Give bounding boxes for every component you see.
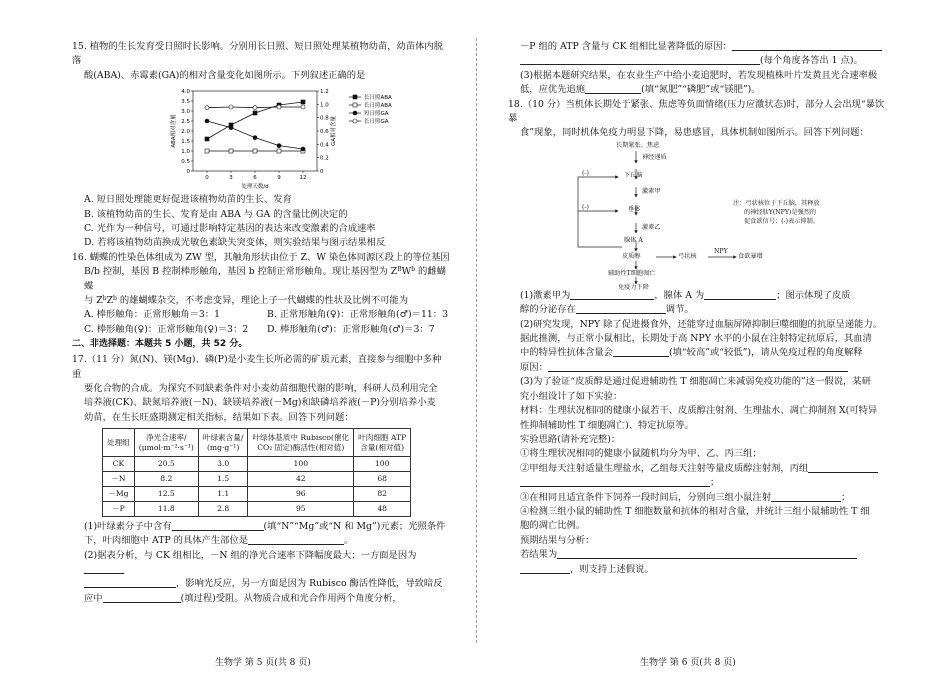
legend-label: 短日照GA: [364, 111, 389, 118]
table-header-cell: 净光合速率/ (μmol·m⁻²·s⁻¹): [134, 429, 198, 457]
table-row: [103, 486, 411, 501]
q17-sub2b: ，影响光反应，另一方面是因为 Rubisco 酶活性降低，导致暗反: [176, 578, 443, 590]
q18-sub3-line6: ①将生理状况相同的健康小鼠随机均分为甲、乙、丙三组；: [520, 448, 762, 460]
y-right-axis-label: GA相对含量: [331, 116, 337, 147]
q17-sub2c: 应中: [84, 592, 103, 604]
node-appetite: 食欲暴增: [738, 252, 763, 260]
table-cell: 1.5: [198, 472, 248, 487]
y-left-tick-label: 0: [186, 169, 190, 176]
y-right-tick-label: 0: [320, 169, 324, 176]
label-neurotransmitter: 神经递质: [642, 153, 667, 161]
q17-sub2a: (2)据表分析，与 CK 组相比，－N 组的净光合速率下降幅度最大；一方面是因为: [84, 549, 417, 561]
table-cell: 12.5: [134, 486, 198, 501]
q18-sub3-line2: 究小组设计了如下实验：: [520, 390, 623, 402]
table-cell: 100: [248, 457, 354, 472]
q16-stem2b-text: W: [401, 266, 412, 278]
answer-blank[interactable]: [704, 290, 776, 300]
q18-sub2-line4: [508, 361, 886, 375]
answer-blank[interactable]: [771, 492, 841, 502]
q17-sub1a: (1)叶绿素分子中含有: [84, 520, 172, 532]
table-cell: 3.0: [198, 457, 248, 472]
answer-blank[interactable]: [84, 578, 176, 588]
series-point-2: [229, 149, 233, 153]
q18-sub2-line3: [508, 346, 886, 360]
q15-option-c: C. 光作为一种信号，可通过影响特定基因的表达来改变激素的合成速率: [84, 223, 376, 235]
answer-blank[interactable]: [248, 535, 344, 545]
q18-sub3-line12: 预期结果与分析：: [520, 534, 595, 546]
legend-marker: [353, 95, 357, 99]
q16-stem-line3: 与 $Z^bZ^b$ 的雄蝴蝶杂交，不考虑变异，理论上子一代蝴蝶的性状及比例不可能为: [84, 295, 409, 307]
q17-sub1b: (填“N”“Mg”或“N 和 Mg”)元素；光照条件: [263, 520, 446, 532]
series-point-2: [253, 149, 257, 153]
table-cell: 2.8: [198, 501, 248, 516]
q16-stem3a-text: 与 Z: [84, 295, 103, 307]
y-left-axis-label: ABA相对含量: [171, 114, 177, 148]
q16-stem3c-text: 的雄蝴蝶杂交，不考虑变异，理论上子一代蝴蝶的性状及比例不可能为: [116, 295, 409, 307]
diagram-note-line2: 的神经肽Y(NPY)是强烈的: [744, 208, 817, 216]
page-footer-right: 生物学 第 6 页(共 8 页): [640, 658, 736, 668]
node-hypothalamus: 下丘脑: [624, 171, 643, 179]
series-point-4: [277, 105, 281, 109]
y-right-tick-label: 1.0: [320, 102, 329, 109]
q17-sub3c: (填“氮肥”“磷肥”或“镁肥”)。: [641, 84, 761, 96]
left-column: [72, 40, 450, 606]
q15-option-b: B. 该植物幼苗的生长、发育是由 ABA 与 GA 的含量比例决定的: [84, 208, 348, 220]
answer-blank[interactable]: [520, 564, 570, 574]
x-tick-label: 12: [299, 175, 307, 182]
q17-sub1c: 下，叶肉细胞中 ATP 的具体产生部位是: [84, 535, 249, 547]
y-left-tick-label: 1.0: [181, 149, 190, 156]
diagram-arrows: [568, 141, 878, 289]
y-right-tick-label: 0.6: [320, 129, 329, 136]
table-cell: －P: [103, 501, 135, 516]
answer-blank[interactable]: [520, 477, 710, 487]
q15-option-d: D. 若将该植物幼苗换成光敏色素缺失突变体，则实验结果与图示结果相反: [84, 237, 386, 249]
table-cell: 96: [248, 486, 354, 501]
q17-sub2d: (填过程)受阻。从物质合成和光合作用两个角度分析，: [180, 592, 402, 604]
q18-s1a: (1)激素甲为: [520, 289, 571, 301]
node-stress: 长期紧张、焦虑: [616, 141, 660, 149]
q18-s1b: ，腺体 A 为: [654, 289, 705, 301]
series-line-3: [207, 121, 303, 149]
q17-cont-line2: [508, 54, 886, 68]
q18-sub3-line14: [508, 563, 886, 577]
q17-stem-line4: 幼苗，在生长旺盛期测定相关指标，结果如下表。回答下列问题：: [84, 411, 354, 423]
q18-s2b: (填“较高”或“较低”)，请从免疫过程的角度解释: [668, 347, 863, 359]
hormone-chart-svg: [167, 85, 407, 191]
answer-blank[interactable]: [576, 304, 666, 314]
legend-marker: [353, 103, 357, 107]
q17-data-table: [102, 428, 411, 516]
y-right-tick-label: 0.4: [320, 142, 329, 149]
q18-s1d: 醇的分泌存在: [520, 304, 576, 316]
q17-cont-line1: [508, 40, 886, 54]
q15-stem-line2: 酸(ABA)、赤霉素(GA)的相对含量变化如图所示。下列叙述正确的是: [84, 69, 366, 81]
q18-sub1-line2: [508, 303, 886, 317]
q18-sub3-line1: (3)为了验证“皮质醇是通过促进辅助性 T 细胞凋亡来减弱免疫功能的”这一假说，某研: [520, 376, 871, 388]
series-point-4: [301, 105, 305, 109]
q18-s1c: ；图示体现了皮质: [776, 289, 851, 301]
q18-s3-6: 若结果为: [520, 549, 558, 561]
table-cell: 100: [354, 457, 411, 472]
diagram-note-line1: 注：弓状核位于下丘脑，其释放: [733, 199, 820, 207]
answer-blank[interactable]: [557, 549, 857, 559]
q18-sub3-line3: 材料：生理状况相同的健康小鼠若干、皮质醇注射剂、生理盐水、凋亡抑制剂 X(可特异: [520, 405, 878, 417]
q18-sub3-line13: [508, 548, 886, 562]
series-point-3: [253, 136, 257, 140]
series-point-3: [301, 147, 305, 151]
q17-sub2-line1: [72, 549, 450, 578]
q18-sub3-line7: [508, 462, 886, 476]
q15-stem-line1: 15. 植物的生长发育受日照时长影响。分别用长日照、短日照处理某植物幼苗，幼苗体内脱落: [72, 41, 444, 67]
q17-cont2: (每个角度各答出 1 点)。: [760, 55, 863, 67]
q18-sub3-line9: ③在相同且适宜条件下饲养一段时间后，分别向三组小鼠注射 ；: [520, 491, 851, 503]
series-point-4: [253, 106, 257, 110]
q16-option-c: C. 棒形触角(♀)：正常形触角(♀)＝3：2: [84, 323, 249, 335]
answer-blank[interactable]: [103, 593, 181, 603]
series-point-2: [277, 149, 281, 153]
q18-sub3-line11: 胞的凋亡比例。: [520, 520, 586, 532]
q18-s3-7: ，则支持上述假说。: [570, 563, 654, 575]
q18-sub3-line5: 实验思路(请补充完整)：: [520, 433, 621, 445]
diagram-note-line3: 促食欲信号；(-)表示抑制。: [744, 217, 819, 225]
y-left-tick-label: 4.0: [181, 89, 190, 96]
q17-sub3-line2: [508, 83, 886, 97]
q18-sub2-line1: (2)研究发现，NPY 除了促进摄食外，还能穿过血脑屏障抑制巨噬细胞的抗原呈递能力。: [520, 318, 883, 330]
right-column: [508, 40, 886, 577]
y-right-tick-label: 0.2: [320, 155, 329, 162]
q18-stem-line1: 18.（10 分）当机体长期处于紧张、焦虑等负面情绪(压力应激状态)时，部分人会出现“暴饮暴: [508, 98, 885, 125]
series-point-2: [205, 149, 209, 153]
node-apoptosis: 辅助性T细胞凋亡: [608, 269, 656, 277]
table-cell: 82: [354, 486, 411, 501]
table-header-cell: 叶绿体基质中 Rubisco(催化 CO₂ 固定)酶活性(相对值): [248, 429, 354, 457]
q16-stem2c-text: 的雌蝴蝶: [84, 266, 446, 292]
series-point-3: [229, 126, 233, 130]
table-row: [103, 472, 411, 487]
q18-s3-2a: ②甲组每天注射适量生理盐水，乙组每天注射等量皮质醇注射剂，丙组: [520, 462, 809, 474]
y-left-tick-label: 3.5: [181, 99, 190, 106]
answer-blank[interactable]: [808, 463, 878, 473]
plot-frame: [193, 91, 317, 171]
series-point-1: [301, 100, 305, 104]
answer-blank[interactable]: [548, 362, 848, 372]
label-npy: NPY: [714, 247, 728, 255]
column-divider: [476, 38, 477, 643]
table-cell: －Mg: [103, 486, 135, 501]
legend-label: 长日照ABA: [364, 103, 392, 110]
x-tick-label: 9: [277, 175, 281, 182]
q17-sub1-line2: 下，叶肉细胞中 ATP 的具体产生部位是 。: [84, 535, 354, 547]
series-point-4: [229, 105, 233, 109]
table-cell: 42: [248, 472, 354, 487]
q17-sub2-line3: [72, 592, 450, 606]
q18-sub3-line8: ；: [508, 476, 886, 490]
q16-option-d: D. 棒形触角(♂)：正常形触角(♂)＝3：7: [267, 323, 435, 335]
x-tick-label: 0: [205, 175, 209, 182]
series-point-4: [205, 106, 209, 110]
q16-options: [72, 308, 450, 337]
x-tick-label: 6: [253, 175, 257, 182]
node-pituitary: 垂体: [628, 205, 641, 213]
q17-sub3b: 低，应优先追施: [520, 84, 586, 96]
label-inhibit-1: (-): [582, 169, 589, 177]
q18-s2c: 原因：: [520, 361, 548, 373]
y-left-tick-label: 0.5: [181, 159, 190, 166]
q17-sub3-line1: (3)根据本题研究结果，在农业生产中给小麦追肥时，若发现植株叶片发黄且光合速率极: [520, 69, 878, 81]
table-header-cell: 叶肉细胞 ATP 含量(相对值): [354, 429, 411, 457]
table-cell: －N: [103, 472, 135, 487]
series-point-3: [205, 119, 209, 123]
label-hormone-b: 激素乙: [642, 223, 661, 231]
legend-marker: [353, 111, 357, 115]
y-left-tick-label: 1.5: [181, 139, 190, 146]
section-heading: 二、非选择题：本题共 5 小题，共 52 分。: [72, 339, 248, 350]
series-point-3: [277, 144, 281, 148]
y-left-tick-label: 3.0: [181, 109, 190, 116]
series-point-1: [253, 111, 257, 115]
hormone-chart: [167, 85, 407, 191]
q15-option-a: A. 短日照处理能更好促进该植物幼苗的生长、发育: [84, 194, 292, 206]
table-cell: 48: [354, 501, 411, 516]
answer-blank[interactable]: [613, 347, 669, 357]
q18-s2-line3: 中的特异性抗体含量会: [520, 347, 613, 359]
q17-stem-line3: 培养液(CK)、缺氮培养液(－N)、缺镁培养液(－Mg)和缺磷培养液(－P)分别培养小麦: [84, 397, 436, 409]
answer-blank[interactable]: [585, 84, 641, 94]
q16-stem-line1: 16. 蝴蝶的性染色体组成为 ZW 型，其触角形状由位于 Z、W 染色体同源区段上的等位基因: [72, 251, 450, 263]
answer-blank[interactable]: [84, 564, 124, 574]
y-right-tick-label: 0.8: [320, 115, 329, 122]
x-axis-label: 处理天数/d: [241, 184, 269, 191]
series-point-1: [205, 137, 209, 141]
table-cell: 8.2: [134, 472, 198, 487]
y-left-tick-label: 2.5: [181, 119, 190, 126]
q16-stem-line2: B/b 控制，基因 B 控制棒形触角，基因 b 控制正常形触角。现让基因型为 $Z^BW^b$ 的雌蝴蝶: [84, 266, 446, 292]
q18-s1e: 调节。: [665, 304, 694, 316]
q18-sub2-line2: 据此推测，与正常小鼠相比，长期处于高 NPY 水平的小鼠在注射特定抗原后，其血清: [520, 333, 872, 345]
y-right-tick-label: 1.2: [320, 89, 329, 96]
table-row: [103, 457, 411, 472]
q18-stem-line2: 食”现象，同时机体免疫力明显下降，易患感冒，具体机制如图所示。回答下列问题：: [520, 127, 869, 139]
answer-blank[interactable]: [520, 55, 760, 65]
q16-stem2-text: B/b 控制，基因 B 控制棒形触角，基因 b 控制正常形触角。现让基因型为 Z: [84, 266, 398, 278]
q18-sub3-line4: 性抑制辅助性 T 细胞凋亡)、特定抗原等。: [520, 419, 694, 431]
q16-option-a: A. 棒形触角：正常形触角＝3：1: [84, 309, 221, 321]
node-cortisol: 皮质醇: [622, 252, 641, 260]
stress-mechanism-diagram: [568, 141, 878, 289]
q16-stem3b-text: Z: [106, 295, 114, 307]
node-arc: 弓状核: [678, 252, 697, 260]
table-cell: 1.1: [198, 486, 248, 501]
node-immune-decline: 免疫力下降: [618, 283, 649, 291]
q17-cont1: －P 组的 ATP 含量与 CK 组相比显著降低的原因：: [520, 41, 732, 52]
q18-s3-3: ③在相同且适宜条件下饲养一段时间后，分别向三组小鼠注射: [520, 491, 772, 503]
table-header-cell: 处理组: [103, 429, 135, 457]
q17-stem-line1: 17.（11 分）氮(N)、镁(Mg)、磷(P)是小麦生长所必需的矿质元素，直接参与细胞中多种重: [72, 354, 442, 380]
table-cell: 68: [354, 472, 411, 487]
label-inhibit-2: (-): [582, 203, 589, 211]
table-cell: 95: [248, 501, 354, 516]
x-tick-label: 3: [229, 175, 233, 182]
table-cell: 20.5: [134, 457, 198, 472]
table-row: [103, 501, 411, 516]
q17-sub2-line2: [72, 577, 450, 591]
q16-option-b: B. 正常形触角(♀)：正常形触角(♂)＝11：3: [267, 309, 448, 321]
table-header-cell: 叶绿素含量/ (mg·g⁻¹): [198, 429, 248, 457]
q17-stem-line2: 要化合物的合成。为探究不同缺素条件对小麦幼苗细胞代谢的影响，科研人员利用完全: [84, 383, 438, 395]
legend-label: 长日照ABA: [364, 95, 392, 102]
answer-blank[interactable]: [732, 41, 882, 51]
y-left-tick-label: 2.0: [181, 129, 190, 136]
q18-sub3-line10: ④检测三组小鼠的辅助性 T 细胞数量和抗体的相对含量，并统计三组小鼠辅助性 T 细: [520, 505, 870, 517]
table-cell: CK: [103, 457, 135, 472]
q18-sub1-line1: [508, 289, 886, 303]
q17-sub1-line1: [72, 520, 450, 534]
table-cell: 11.8: [134, 501, 198, 516]
label-hormone-a: 激素甲: [642, 187, 661, 195]
legend-marker: [353, 119, 357, 123]
legend-label: 长日照GA: [364, 119, 389, 126]
answer-blank[interactable]: [172, 521, 264, 531]
table-header-row: [103, 429, 411, 457]
page-footer-left: 生物学 第 5 页(共 8 页): [215, 658, 311, 668]
node-gland-a: 腺体 A: [624, 236, 643, 244]
